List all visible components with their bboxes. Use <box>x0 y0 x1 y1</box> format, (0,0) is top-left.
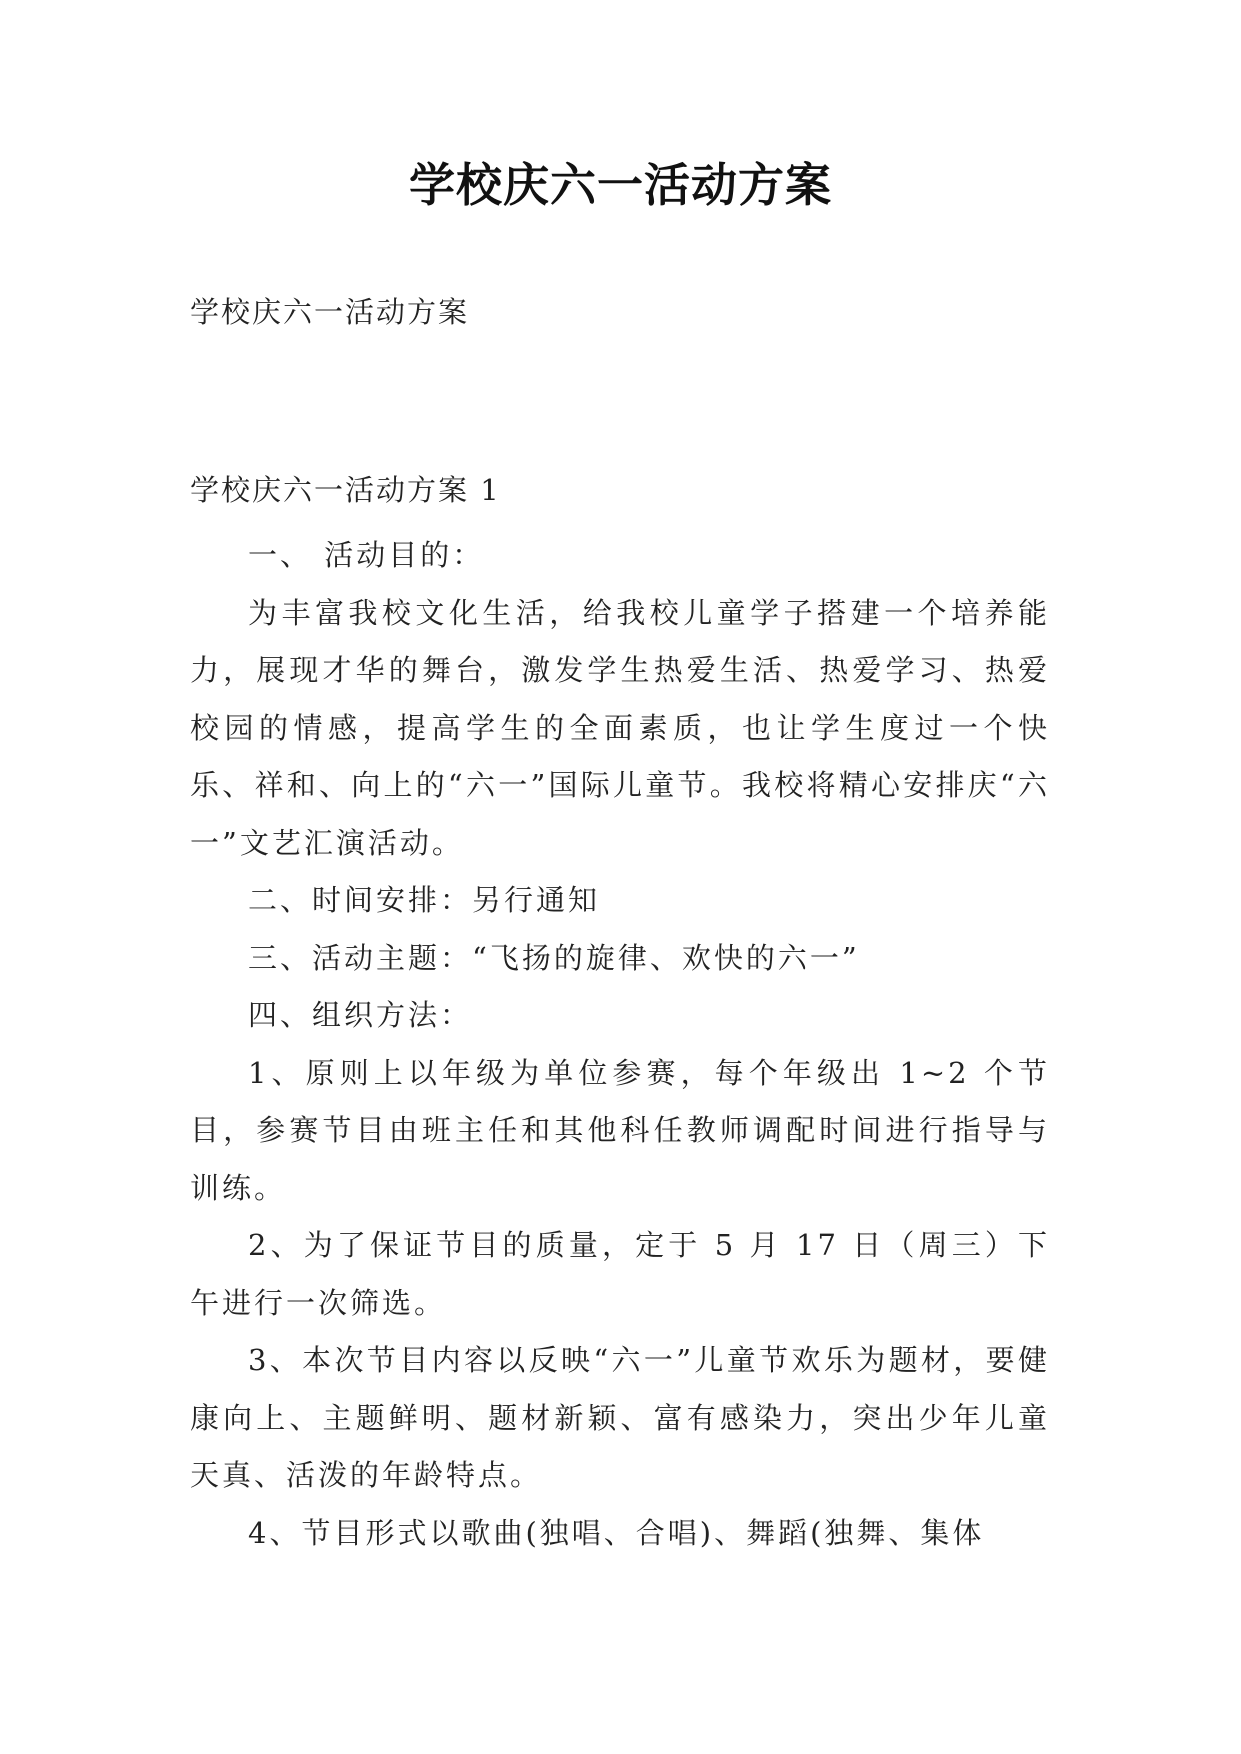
paragraph-purpose-heading: 一、 活动目的： <box>248 538 485 572</box>
paragraph-schedule: 二、时间安排：另行通知 <box>248 883 601 917</box>
document-subtitle: 学校庆六一活动方案 <box>190 295 470 329</box>
paragraph-item-3: 3、本次节目内容以反映“六一”儿童节欢乐为题材，要健康向上、主题鲜明、题材新颖、富有感染力，突出少年儿童天真、活泼的年龄特点。 <box>190 1343 1050 1492</box>
paragraph-item-4: 4、节目形式以歌曲(独唱、合唱)、舞蹈(独舞、集体 <box>248 1515 985 1550</box>
paragraph-purpose: 为丰富我校文化生活，给我校儿童学子搭建一个培养能力，展现才华的舞台，激发学生热爱生活、热爱学习、热爱校园的情感，提高学生的全面素质，也让学生度过一个快乐、祥和、向上的“六一”国际儿童节。我校将精心安排庆“六一”文艺汇演活动。 <box>190 595 1050 860</box>
paragraph-item-1: 1、原则上以年级为单位参赛，每个年级出 1~2 个节目，参赛节目由班主任和其他科任教师调配时间进行指导与训练。 <box>190 1055 1050 1205</box>
paragraph-organization-heading: 四、组织方法： <box>248 998 473 1032</box>
section-heading: 学校庆六一活动方案 1 <box>190 473 501 507</box>
document-title: 学校庆六一活动方案 <box>409 158 832 212</box>
paragraph-item-2: 2、为了保证节目的质量，定于 5 月 17 日（周三）下午进行一次筛选。 <box>190 1228 1050 1320</box>
paragraph-theme: 三、活动主题：“飞扬的旋律、欢快的六一” <box>248 940 860 975</box>
document-body <box>190 527 1050 1562</box>
